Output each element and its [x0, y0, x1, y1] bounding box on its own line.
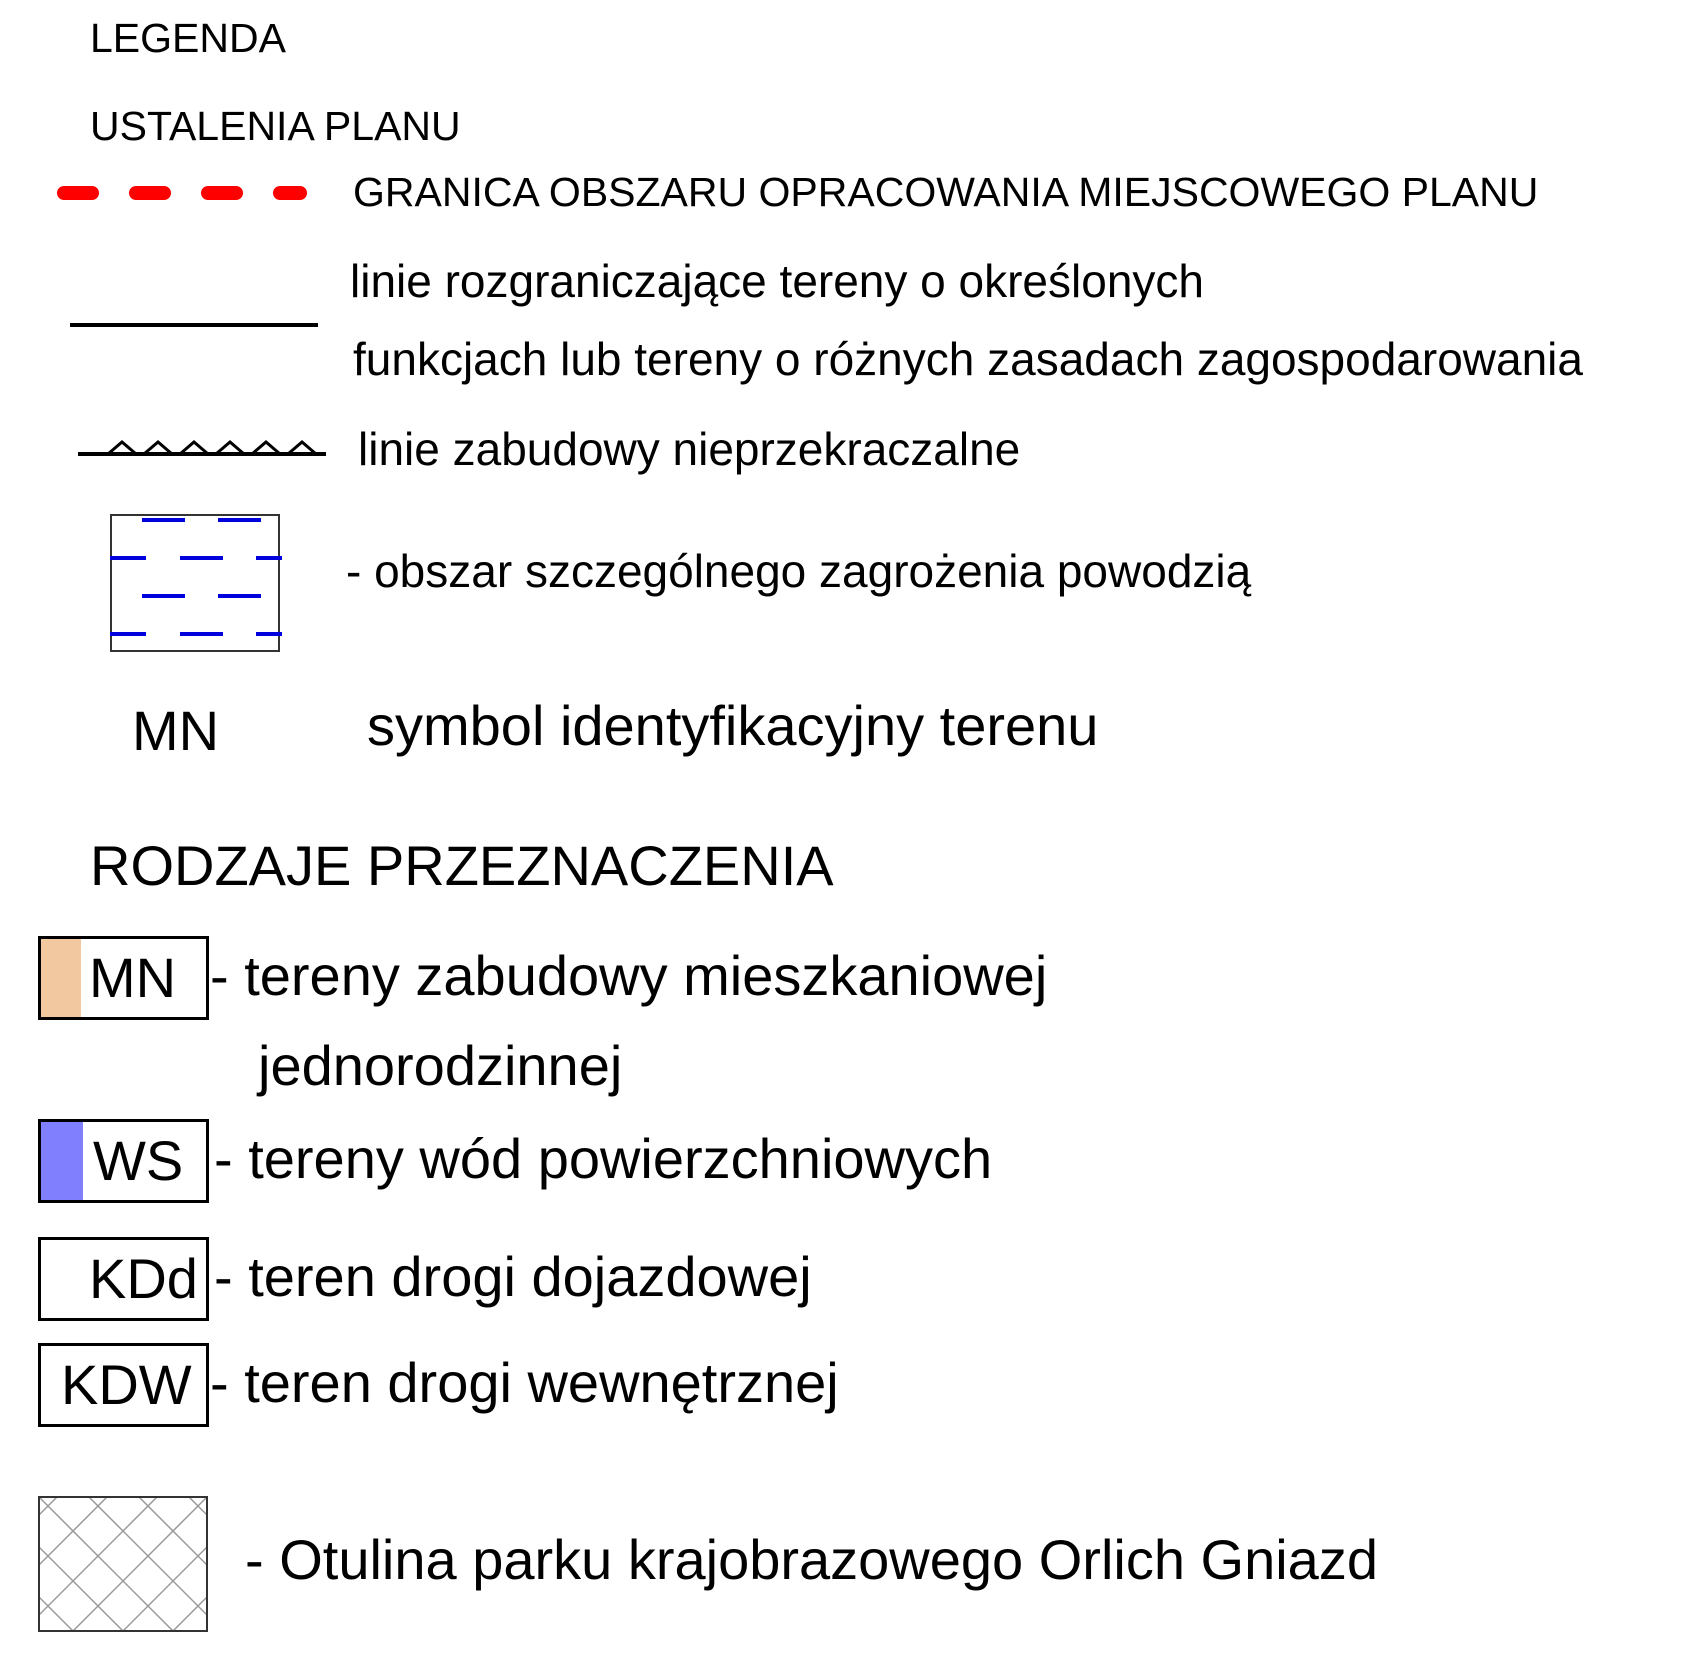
building-line-symbol [78, 434, 328, 460]
type-kdw-code: KDW [61, 1353, 192, 1416]
type-mn-code: MN [89, 946, 177, 1009]
type-kdw-label: - teren drogi wewnętrznej [210, 1351, 839, 1414]
type-mn-label-line2: jednorodzinnej [258, 1034, 623, 1097]
building-lines-label: linie zabudowy nieprzekraczalne [358, 423, 1021, 475]
type-ws-box [38, 1119, 209, 1203]
type-kdw-box [38, 1343, 209, 1427]
type-ws-code: WS [93, 1129, 184, 1192]
flood-area-label: - obszar szczególnego zagrożenia powodzią [346, 545, 1252, 597]
symbol-code: MN [132, 699, 220, 762]
dividing-lines-label-line2: funkcjach lub tereny o różnych zasadach zagospodarowania [353, 333, 1583, 385]
boundary-label: GRANICA OBSZARU OPRACOWANIA MIEJSCOWEGO PLANU [353, 169, 1539, 215]
section-types-heading: RODZAJE PRZEZNACZENIA [90, 834, 834, 897]
symbol-label: symbol identyfikacyjny terenu [367, 694, 1099, 757]
boundary-dashed-line-symbol [56, 182, 306, 204]
type-kdd-box [38, 1237, 209, 1321]
dividing-line-symbol [68, 320, 320, 330]
legend-title: LEGENDA [90, 15, 286, 61]
type-ws-color-swatch [41, 1122, 83, 1200]
section-plan-heading: USTALENIA PLANU [90, 103, 461, 149]
dividing-lines-label-line1: linie rozgraniczające tereny o określonych [350, 255, 1204, 307]
buffer-zone-hatch-symbol [38, 1496, 210, 1634]
type-mn-color-swatch [41, 939, 81, 1017]
type-mn-box [38, 936, 209, 1020]
type-mn-label-line1: - tereny zabudowy mieszkaniowej [210, 944, 1048, 1007]
buffer-zone-label: - Otulina parku krajobrazowego Orlich Gniazd [245, 1528, 1378, 1591]
type-ws-label: - tereny wód powierzchniowych [214, 1127, 993, 1190]
flood-area-symbol [110, 514, 282, 654]
type-kdd-code: KDd [89, 1247, 198, 1310]
type-kdd-label: - teren drogi dojazdowej [214, 1245, 812, 1308]
